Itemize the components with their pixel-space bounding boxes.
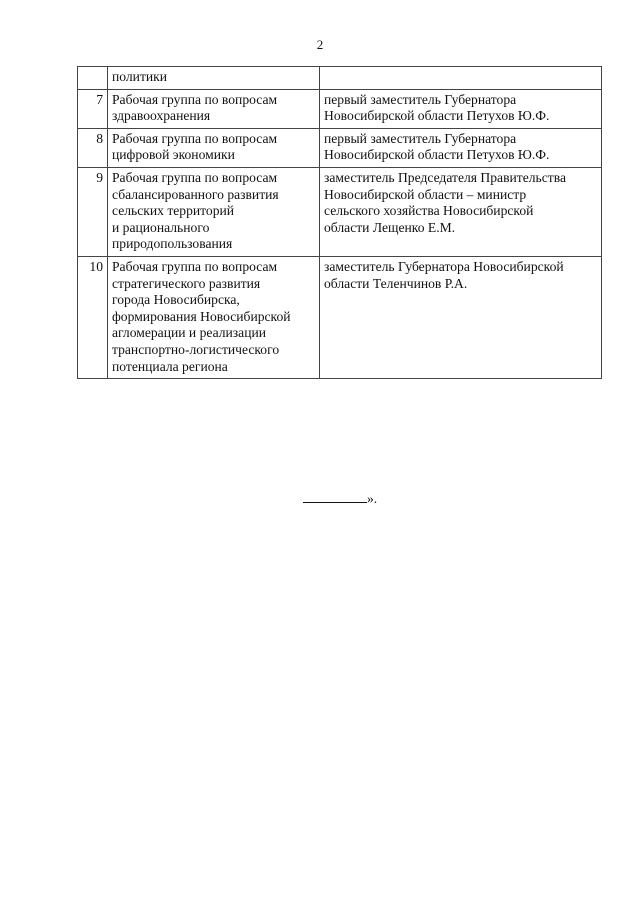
row-number: 7 [78, 89, 108, 128]
row-number: 9 [78, 167, 108, 256]
group-name [108, 256, 320, 378]
responsible-person [320, 256, 602, 378]
table-row [78, 128, 602, 167]
group-name [108, 167, 320, 256]
group-name-line: сельских территорий [112, 203, 235, 219]
group-name-line: Рабочая группа по вопросам [112, 169, 278, 185]
group-name-line: Рабочая группа по вопросам [112, 258, 278, 274]
signature-underline [303, 490, 367, 503]
responsible-line: заместитель Председателя Правительства [324, 169, 566, 185]
table-row [78, 256, 602, 378]
group-name-line: потенциала региона [112, 358, 228, 374]
group-name-line: здравоохранения [112, 108, 211, 124]
group-name-line: природопользования [112, 236, 233, 252]
closing-line [303, 490, 377, 507]
group-name [108, 67, 320, 90]
responsible-person [320, 89, 602, 128]
row-number: 10 [78, 256, 108, 378]
group-name-line: цифровой экономики [112, 147, 235, 163]
responsible-person [320, 67, 602, 90]
responsible-line: сельского хозяйства Новосибирской [324, 203, 534, 219]
group-name-line: стратегического развития [112, 275, 261, 291]
closing-quote: ». [367, 491, 378, 506]
table-row [78, 89, 602, 128]
responsible-person [320, 167, 602, 256]
responsible-person [320, 128, 602, 167]
group-name-line: и рационального [112, 219, 210, 235]
group-name-line: политики [112, 69, 168, 84]
group-name [108, 128, 320, 167]
page-number: 2 [316, 37, 324, 52]
group-name-line: Рабочая группа по вопросам [112, 130, 278, 146]
responsible-line: первый заместитель Губернатора [324, 130, 517, 146]
group-name-line: города Новосибирска, [112, 292, 240, 308]
responsible-line: Новосибирской области Петухов Ю.Ф. [324, 108, 550, 124]
responsible-line: области Лещенко Е.М. [324, 219, 456, 235]
table-row [78, 67, 602, 90]
group-name-line: сбалансированного развития [112, 186, 279, 202]
group-name-line: агломерации и реализации [112, 325, 267, 341]
responsible-line: заместитель Губернатора Новосибирской [324, 258, 564, 274]
responsible-line: Новосибирской области Петухов Ю.Ф. [324, 147, 550, 163]
responsible-line: Новосибирской области – министр [324, 186, 527, 202]
group-name-line: формирования Новосибирской [112, 308, 291, 324]
responsible-line: области Теленчинов Р.А. [324, 275, 468, 291]
row-number: 8 [78, 128, 108, 167]
group-name-line: Рабочая группа по вопросам [112, 91, 278, 107]
group-name [108, 89, 320, 128]
group-name-line: транспортно-логистического [112, 341, 280, 357]
row-number [78, 67, 108, 90]
working-groups-table [77, 66, 602, 379]
table-row [78, 167, 602, 256]
responsible-line: первый заместитель Губернатора [324, 91, 517, 107]
